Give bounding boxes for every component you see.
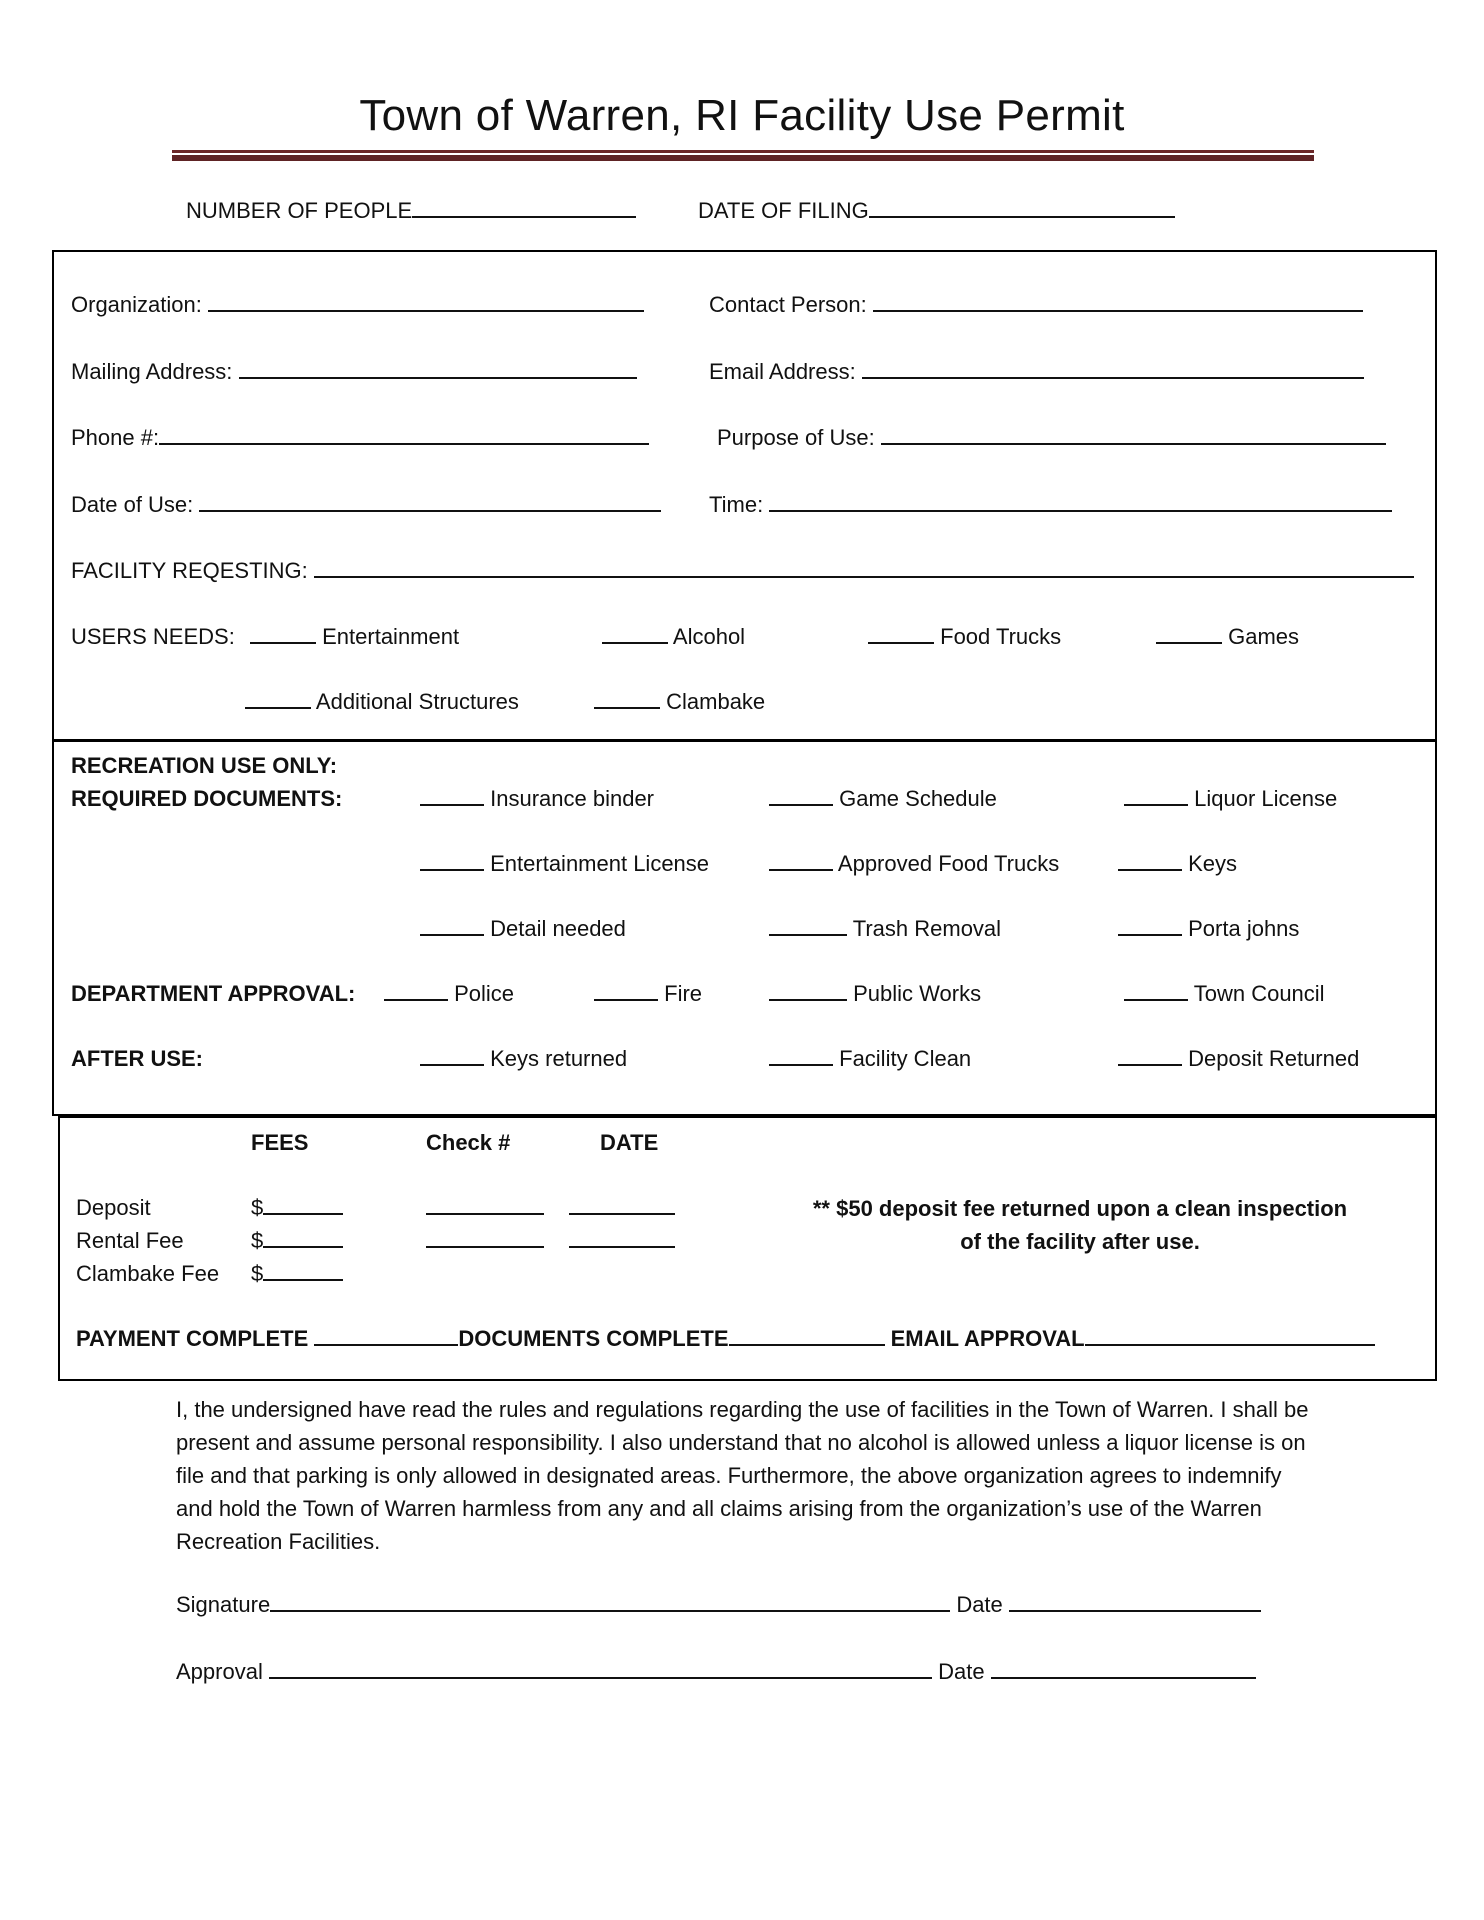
clambake-fee-amount-input[interactable] (263, 1261, 343, 1281)
deposit-notice-line2: of the facility after use. (960, 1229, 1200, 1254)
title-rule-thin (172, 150, 1314, 153)
contact-person-input[interactable] (873, 292, 1363, 312)
currency-symbol: $ (251, 1228, 264, 1253)
approval-date-input[interactable] (991, 1659, 1256, 1679)
mailing-address-field[interactable] (71, 359, 637, 385)
email-approval-input[interactable] (1085, 1326, 1375, 1346)
checkbox-line[interactable] (1118, 916, 1182, 936)
documents-complete-label: DOCUMENTS COMPLETE (458, 1326, 729, 1351)
checkbox-line[interactable] (420, 786, 484, 806)
doc-label: Liquor License (1194, 786, 1338, 811)
doc-label: Porta johns (1188, 916, 1300, 941)
after-keys-returned[interactable] (420, 1046, 627, 1072)
facility-requesting-field[interactable] (71, 558, 1414, 584)
rental-fee-amount-input[interactable] (263, 1228, 343, 1248)
purpose-of-use-label: Purpose of Use: (717, 425, 875, 450)
time-field[interactable] (709, 492, 1392, 518)
checkbox-line[interactable] (420, 916, 484, 936)
doc-label: Detail needed (490, 916, 626, 941)
approval-fire[interactable] (594, 981, 702, 1007)
facility-requesting-label: FACILITY REQESTING: (71, 558, 308, 583)
time-label: Time: (709, 492, 764, 517)
date-of-use-input[interactable] (199, 492, 661, 512)
facility-requesting-input[interactable] (314, 558, 1414, 578)
need-clambake[interactable] (594, 689, 765, 715)
checkbox-line[interactable] (594, 689, 660, 709)
approval-signature-label: Approval (176, 1659, 263, 1684)
need-alcohol[interactable] (602, 624, 745, 650)
need-entertainment[interactable] (250, 624, 459, 650)
users-needs-label: USERS NEEDS: (71, 624, 235, 649)
phone-input[interactable] (159, 425, 649, 445)
approval-label: Police (454, 981, 515, 1006)
page-title: Town of Warren, RI Facility Use Permit (359, 91, 1125, 140)
deposit-notice (760, 1192, 1400, 1258)
rental-fee-amount-field[interactable] (251, 1228, 343, 1254)
signature-field[interactable] (176, 1592, 1261, 1618)
clambake-fee-label: Clambake Fee (76, 1261, 220, 1286)
approval-label: Town Council (1193, 981, 1325, 1006)
doc-entertainment-license[interactable] (420, 851, 709, 877)
documents-complete-input[interactable] (729, 1326, 885, 1346)
doc-approved-food-trucks[interactable] (769, 851, 1059, 877)
need-additional-structures[interactable] (245, 689, 519, 715)
rental-check-field[interactable] (426, 1228, 544, 1254)
signature-input[interactable] (270, 1592, 950, 1612)
phone-label: Phone #: (71, 425, 160, 450)
check-number-header: Check # (426, 1130, 511, 1155)
time-input[interactable] (769, 492, 1392, 512)
checkbox-line[interactable] (245, 689, 311, 709)
doc-label: Game Schedule (839, 786, 997, 811)
doc-porta-johns[interactable] (1118, 916, 1299, 942)
checkbox-line[interactable] (420, 851, 484, 871)
currency-symbol: $ (251, 1261, 264, 1286)
currency-symbol: $ (251, 1195, 264, 1220)
approval-field[interactable] (176, 1659, 1256, 1685)
date-of-filing-label: DATE OF FILING (698, 198, 869, 223)
need-games[interactable] (1156, 624, 1299, 650)
doc-label: Insurance binder (490, 786, 655, 811)
date-of-use-label: Date of Use: (71, 492, 194, 517)
checkbox-line[interactable] (250, 624, 316, 644)
agreement-text: I, the undersigned have read the rules and regulations regarding the use of facilities in the Town of Warren. I shall be present and assume personal responsibility. I also understand that no alcohol is allowed unless a liquor license is on file and that parking is only allowed in designated areas. Furthermore, the above organization agrees to indemnify and hold the Town of Warren harmless from any and all claims arising from the organization’s use of the Warren Recreation Facilities. (176, 1397, 1309, 1554)
organization-field[interactable] (71, 292, 644, 318)
number-of-people-field[interactable] (186, 198, 636, 224)
deposit-check-input[interactable] (426, 1195, 544, 1215)
checkbox-line[interactable] (769, 786, 833, 806)
need-label: Games (1228, 624, 1300, 649)
email-address-field[interactable] (709, 359, 1364, 385)
checkbox-line[interactable] (769, 851, 833, 871)
doc-trash-removal[interactable] (769, 916, 1001, 942)
signature-date-input[interactable] (1009, 1592, 1261, 1612)
need-label: Food Trucks (940, 624, 1062, 649)
title-rule-thick (172, 155, 1314, 161)
deposit-check-field[interactable] (426, 1195, 544, 1221)
checkbox-line[interactable] (384, 981, 448, 1001)
purpose-of-use-field[interactable] (717, 425, 1386, 451)
rental-date-field[interactable] (569, 1228, 675, 1254)
doc-game-schedule[interactable] (769, 786, 997, 812)
approval-label: Public Works (853, 981, 982, 1006)
checkbox-line[interactable] (602, 624, 668, 644)
checkbox-line[interactable] (1118, 1046, 1182, 1066)
checkbox-line[interactable] (594, 981, 658, 1001)
checkbox-line[interactable] (1156, 624, 1222, 644)
doc-label: Entertainment License (490, 851, 710, 876)
deposit-date-input[interactable] (569, 1195, 675, 1215)
approval-town-council[interactable] (1124, 981, 1325, 1007)
number-of-people-input[interactable] (412, 198, 636, 218)
date-of-use-field[interactable] (71, 492, 661, 518)
rental-fee-label: Rental Fee (76, 1228, 184, 1253)
need-food-trucks[interactable] (868, 624, 1061, 650)
recreation-use-only-heading: RECREATION USE ONLY: (71, 753, 338, 778)
signature-date-label: Date (956, 1592, 1003, 1617)
checkbox-line[interactable] (1124, 981, 1188, 1001)
checkbox-line[interactable] (1118, 851, 1182, 871)
mailing-address-input[interactable] (239, 359, 637, 379)
doc-keys[interactable] (1118, 851, 1237, 877)
required-documents-label: REQUIRED DOCUMENTS: (71, 786, 343, 811)
deposit-amount-input[interactable] (263, 1195, 343, 1215)
doc-detail-needed[interactable] (420, 916, 626, 942)
email-address-input[interactable] (862, 359, 1364, 379)
approval-public-works[interactable] (769, 981, 981, 1007)
checkbox-line[interactable] (769, 1046, 833, 1066)
date-of-filing-input[interactable] (869, 198, 1175, 218)
contact-person-label: Contact Person: (709, 292, 867, 317)
organization-label: Organization: (71, 292, 202, 317)
signature-label: Signature (176, 1592, 271, 1617)
email-approval-label: EMAIL APPROVAL (890, 1326, 1085, 1351)
payment-complete-label: PAYMENT COMPLETE (76, 1326, 309, 1351)
need-label: Alcohol (672, 624, 746, 649)
approval-date-label: Date (938, 1659, 985, 1684)
rental-check-input[interactable] (426, 1228, 544, 1248)
deposit-label: Deposit (76, 1195, 151, 1220)
need-label: Entertainment (322, 624, 460, 649)
clambake-fee-amount-field[interactable] (251, 1261, 343, 1287)
deposit-date-field[interactable] (569, 1195, 675, 1221)
rental-date-input[interactable] (569, 1228, 675, 1248)
doc-label: Keys (1188, 851, 1238, 876)
after-use-label: AFTER USE: (71, 1046, 203, 1071)
purpose-of-use-input[interactable] (881, 425, 1386, 445)
department-approval-label: DEPARTMENT APPROVAL: (71, 981, 356, 1006)
section-divider (52, 739, 1437, 742)
checkbox-line[interactable] (1124, 786, 1188, 806)
doc-label: Trash Removal (852, 916, 1002, 941)
checkbox-line[interactable] (420, 1046, 484, 1066)
doc-insurance-binder[interactable] (420, 786, 654, 812)
deposit-notice-line1: ** $50 deposit fee returned upon a clean inspection (812, 1196, 1348, 1221)
completion-row (76, 1326, 1375, 1352)
after-use-item-label: Deposit Returned (1188, 1046, 1360, 1071)
date-of-filing-field[interactable] (698, 198, 1175, 224)
checkbox-line[interactable] (769, 981, 847, 1001)
mailing-address-label: Mailing Address: (71, 359, 233, 384)
after-facility-clean[interactable] (769, 1046, 971, 1072)
number-of-people-label: NUMBER OF PEOPLE (186, 198, 413, 223)
deposit-amount-field[interactable] (251, 1195, 343, 1221)
after-use-item-label: Facility Clean (839, 1046, 972, 1071)
approval-label: Fire (664, 981, 703, 1006)
checkbox-line[interactable] (868, 624, 934, 644)
after-use-item-label: Keys returned (490, 1046, 628, 1071)
approval-police[interactable] (384, 981, 514, 1007)
contact-person-field[interactable] (709, 292, 1363, 318)
date-header: DATE (600, 1130, 659, 1155)
phone-field[interactable] (71, 425, 649, 451)
need-label: Additional Structures (315, 689, 519, 714)
checkbox-line[interactable] (769, 916, 847, 936)
doc-liquor-license[interactable] (1124, 786, 1337, 812)
need-label: Clambake (666, 689, 766, 714)
after-deposit-returned[interactable] (1118, 1046, 1359, 1072)
payment-complete-input[interactable] (314, 1326, 458, 1346)
email-address-label: Email Address: (709, 359, 856, 384)
doc-label: Approved Food Trucks (837, 851, 1060, 876)
organization-input[interactable] (208, 292, 644, 312)
fees-header: FEES (251, 1130, 309, 1155)
approval-input[interactable] (269, 1659, 932, 1679)
